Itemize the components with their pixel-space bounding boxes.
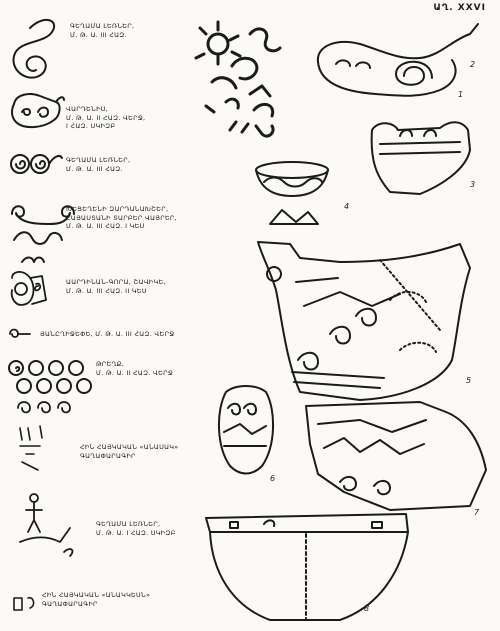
caption-5: ԱԱՐԴԻՆԱՆ-ԳՈՐԱ, ՇԱՎԻԿԵ, Մ. Թ. Ա. III ՀԱԶ. II ԿԵՍ <box>66 278 166 295</box>
figure-number-4: 4 <box>344 202 350 211</box>
small-spiral-motif <box>10 330 30 338</box>
figure-5-vessel <box>258 242 470 400</box>
figure-7-sherd <box>306 402 486 510</box>
ideogram-glyphs <box>14 598 34 610</box>
caption-1: ԳԵՂԱՄԱ ԼԵՌՆԵՐ, Մ. Թ. Ա. III ՀԱԶ. <box>70 22 135 39</box>
caption-6: ՅԱՆԸՂԻՋԵՓԵ, Մ. Թ. Ա. III ՀԱԶ. ՎԵՐՋ <box>40 330 175 338</box>
human-figure-motif <box>20 494 72 556</box>
figure-number-8: 8 <box>364 604 370 613</box>
figure-4-bowl <box>256 162 328 224</box>
caption-10: ՀԻՆ ՀԱՅԿԱԿԱՆ «ԱՆԱԿԿԵՍՆ» ԳԱՂԱՓԱՐԱԳԻՐ <box>42 591 151 608</box>
ideogram-anasak <box>20 426 42 470</box>
rock-art-carving <box>196 22 280 136</box>
figure-number-2: 2 <box>470 60 476 69</box>
spiral-motif-1 <box>13 20 54 78</box>
spectacle-spiral-motif <box>12 94 64 127</box>
running-spiral-motif <box>9 361 91 393</box>
figure-3-cup <box>372 122 470 194</box>
figure-number-3: 3 <box>470 180 476 189</box>
wave-spiral-motif <box>18 402 70 413</box>
ornament-motifs <box>12 206 74 262</box>
figure-number-7: 7 <box>474 508 480 517</box>
boxed-spiral-motif <box>12 272 46 305</box>
figure-number-5: 5 <box>466 376 472 385</box>
caption-4: ԽԵՑԵՂԵՆԻ ԶԱՐԴԱՆԱԽՇԵՐ, ՀԱՅԱՍՏԱՆԻ ՏԱՐԲԵՐ ՎԱՅՐԵՐ, Մ. Թ. Ա. III ՀԱԶ. I ԿԵՍ <box>66 205 177 231</box>
caption-3: ԳԵՂԱՄԱ ԼԵՌՆԵՐ, Մ. Թ. Ա. III ՀԱԶ. <box>66 156 131 173</box>
figure-2-spiral-plaque <box>318 24 478 96</box>
caption-8: ՀԻՆ ՀԱՅԿԱԿԱՆ «ԱՆԱՍԱԿ» ԳԱՂԱՓԱՐԱԳԻՐ <box>80 443 179 460</box>
caption-9: ԳԵՂԱՄԱ ԼԵՌՆԵՐ, Մ. Թ. Ա. I ՀԱԶ. ՍԿԻԶԲ <box>96 520 176 537</box>
caption-2: ՎԱՐԴԵՆԻՍ, Մ. Թ. Ա. II ՀԱԶ. ՎԵՐՋ, I ՀԱԶ. ՍԿԻԶԲ <box>66 105 146 131</box>
figure-8-bowl <box>206 514 408 620</box>
figure-number-6: 6 <box>270 474 276 483</box>
double-spiral-motif <box>11 155 62 173</box>
figure-6-jar <box>219 386 273 474</box>
plate-label: ԱՂ. XXVI <box>433 3 486 13</box>
caption-7: ԹՐԵՂՔ, Մ. Թ. Ա. II ՀԱԶ. ՎԵՐՋ <box>96 360 174 377</box>
figure-number-1: 1 <box>458 90 464 99</box>
